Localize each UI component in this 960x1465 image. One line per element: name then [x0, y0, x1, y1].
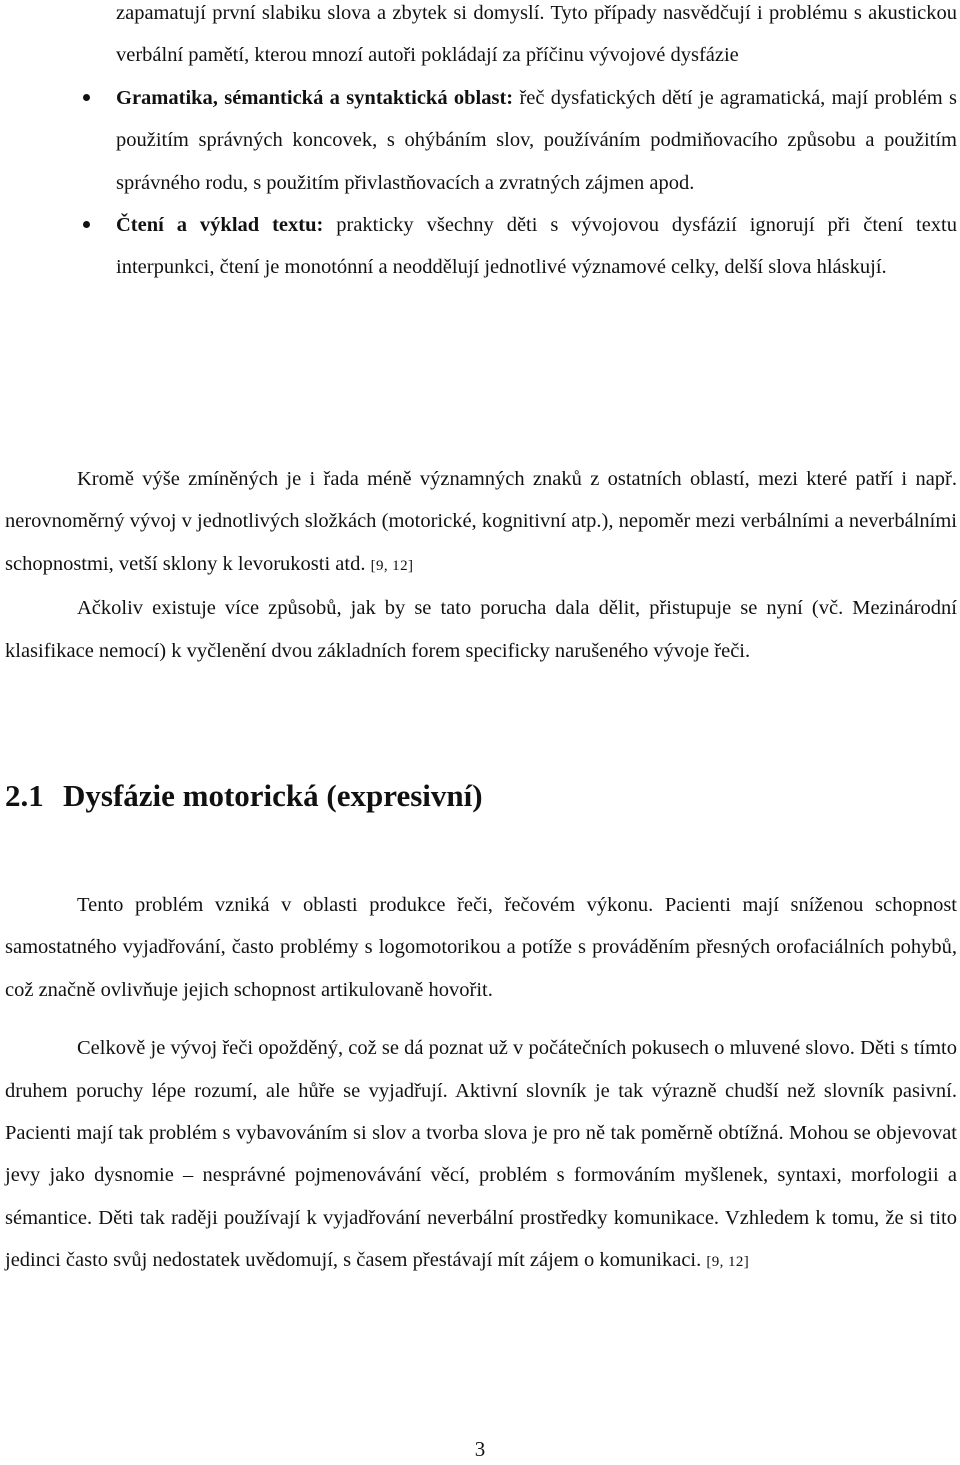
list-item-lead: Čtení a výklad textu: — [116, 214, 324, 237]
paragraph-classification — [5, 587, 957, 672]
bullet-icon — [83, 94, 90, 101]
citation: [9, 12] — [706, 1254, 750, 1271]
paragraph-text: Ačkoliv existuje více způsobů, jak by se tato porucha dala dělit, přistupuje se nyní (vč. Mezinárodní klasifikace nemocí) k vyčlenění dvou základních forem specificky narušeného vývoje řeči. — [5, 597, 957, 662]
paragraph-text: Kromě výše zmíněných je i řada méně významných znaků z ostatních oblastí, mezi které patří i např. nerovnoměrný vývoj v jednotlivých složkách (motorické, kognitivní atp.), nepoměr mezi verbálními a neverbálními schopnostmi, vetší sklony k levorukosti atd. — [5, 468, 957, 575]
paragraph-development — [5, 1027, 957, 1283]
section-title: Dysfázie motorická (expresivní) — [63, 778, 483, 813]
list-item-memory-continuation — [0, 0, 960, 77]
list-item-text: prakticky všechny děti s vývojovou dysfázií ignorují při čtení textu interpunkci, čtení je monotónní a neoddělují jednotlivé významové celky, delší slova hláskují. — [116, 214, 957, 279]
list-item-text: zapamatují první slabiku slova a zbytek si domyslí. Tyto případy nasvědčují i problému s akustickou verbální pamětí, kterou mnozí autoři pokládají za příčinu vývojové dysfázie — [116, 2, 957, 67]
citation: [9, 12] — [370, 557, 414, 574]
bullet-icon — [83, 221, 90, 228]
section-body — [5, 884, 957, 1284]
section-heading — [5, 772, 483, 820]
symptom-list — [0, 0, 960, 289]
paragraph-text: Tento problém vzniká v oblasti produkce řeči, řečovém výkonu. Pacienti mají sníženou schopnost samostatného vyjadřování, často problémy s logomotorikou a potíže s prováděním přesných orofaciálních pohybů, což značně ovlivňuje jejich schopnost artikulovaně hovořit. — [5, 894, 957, 1001]
paragraph-text: Celkově je vývoj řeči opožděný, což se dá poznat už v počátečních pokusech o mluvené slovo. Děti s tímto druhem poruchy lépe rozumí, ale hůře se vyjadřují. Aktivní slovník je tak výrazně chudší než slovník pasivní. Pacienti mají tak problém s vybavováním si slov a tvorba slova je pro ně tak poměrně obtížná. Mohou se objevovat jevy jako dysnomie – nesprávné pojmenovávání věcí, problém s formováním myšlenek, syntaxi, morfologii a sémantice. Děti tak raději používají k vyjadřování neverbální prostředky komunikace. Vzhledem k tomu, že si tito jedinci často svůj nedostatek uvědomují, s časem přestávají mít zájem o komunikaci. — [5, 1037, 957, 1272]
list-item-lead: Gramatika, sémantická a syntaktická oblast: — [116, 86, 514, 109]
list-item-grammar — [0, 77, 960, 204]
summary-section — [5, 458, 957, 672]
list-item-reading — [0, 204, 960, 289]
paragraph-production — [5, 884, 957, 1011]
list-item-text: řeč dysfatických dětí je agramatická, mají problém s použitím správných koncovek, s ohýbáním slov, používáním podmiňovacího způsobu a použitím správného rodu, s použitím přivlastňovacích a zvratných zájmen apod. — [116, 86, 957, 194]
page-number: 3 — [474, 1437, 486, 1461]
paragraph-other-symptoms — [5, 458, 957, 587]
section-number: 2.1 — [5, 778, 44, 813]
